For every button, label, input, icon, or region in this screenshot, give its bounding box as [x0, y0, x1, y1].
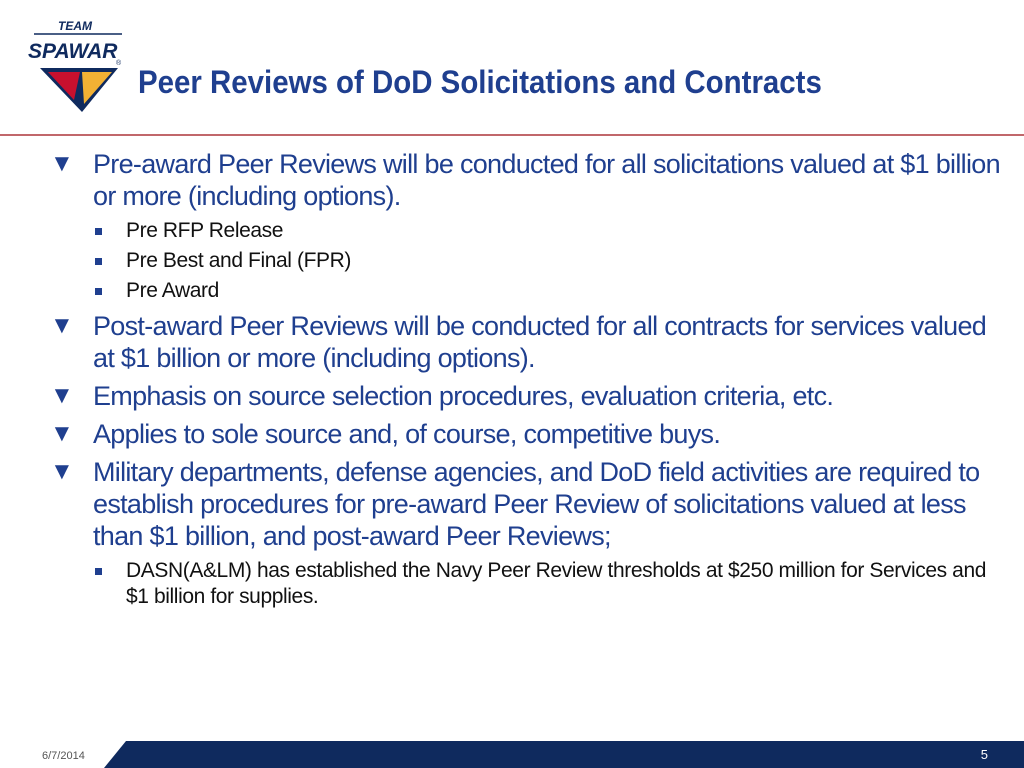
- slide-title: Peer Reviews of DoD Solicitations and Contracts: [138, 64, 822, 100]
- slide-footer: [0, 741, 1024, 768]
- square-bullet-icon: [95, 258, 102, 265]
- bullet-item: [50, 148, 1012, 212]
- bullet-item: [50, 310, 1012, 374]
- page-number: 5: [980, 747, 988, 762]
- logo-team-text: TEAM: [58, 19, 92, 33]
- bullet-text: Emphasis on source selection procedures, evaluation criteria, etc.: [93, 381, 834, 411]
- logo-gold-stripe: [82, 72, 112, 104]
- square-bullet-icon: [95, 288, 102, 295]
- bullet-item: [50, 380, 1012, 412]
- title-divider: [0, 134, 1024, 136]
- sub-bullet-text: DASN(A&LM) has established the Navy Peer Review thresholds at $250 million for Services and $1 billion for supplies.: [126, 559, 987, 608]
- logo-registered-mark: ®: [116, 60, 122, 67]
- triangle-bullet-icon: ▼: [50, 312, 74, 339]
- bullet-text: Pre-award Peer Reviews will be conducted for all solicitations valued at $1 billion or more (including options).: [93, 149, 1000, 211]
- square-bullet-icon: [95, 568, 102, 575]
- bullet-text: Applies to sole source and, of course, competitive buys.: [93, 419, 721, 449]
- bullet-item: [50, 418, 1012, 450]
- sub-bullet-text: Pre Best and Final (FPR): [126, 249, 351, 272]
- spawar-logo-graphic: [22, 8, 130, 116]
- triangle-bullet-icon: ▼: [50, 382, 74, 409]
- sub-bullet-text: Pre RFP Release: [126, 219, 284, 242]
- triangle-bullet-icon: ▼: [50, 420, 74, 447]
- bullet-item: [50, 456, 1012, 552]
- triangle-bullet-icon: ▼: [50, 150, 74, 177]
- sub-bullet-item: [93, 218, 1012, 244]
- logo-brand-text: SPAWAR: [28, 40, 118, 63]
- sub-bullet-item: [93, 558, 1012, 610]
- sub-bullet-item: [93, 278, 1012, 304]
- bullet-text: Military departments, defense agencies, and DoD field activities are required to establish procedures for pre-award Peer Review of solicitations valued at less than $1 billion, and post-award Peer Reviews;: [93, 457, 980, 551]
- bullet-text: Post-award Peer Reviews will be conducted for all contracts for services valued at $1 billion or more (including options).: [93, 311, 987, 373]
- square-bullet-icon: [95, 228, 102, 235]
- triangle-bullet-icon: ▼: [50, 458, 74, 485]
- team-spawar-logo: [22, 8, 130, 116]
- footer-date: 6/7/2014: [42, 750, 85, 762]
- sub-bullet-text: Pre Award: [126, 279, 219, 302]
- footer-bar: [104, 741, 1024, 768]
- sub-bullet-item: [93, 248, 1012, 274]
- slide-content: [50, 148, 1012, 614]
